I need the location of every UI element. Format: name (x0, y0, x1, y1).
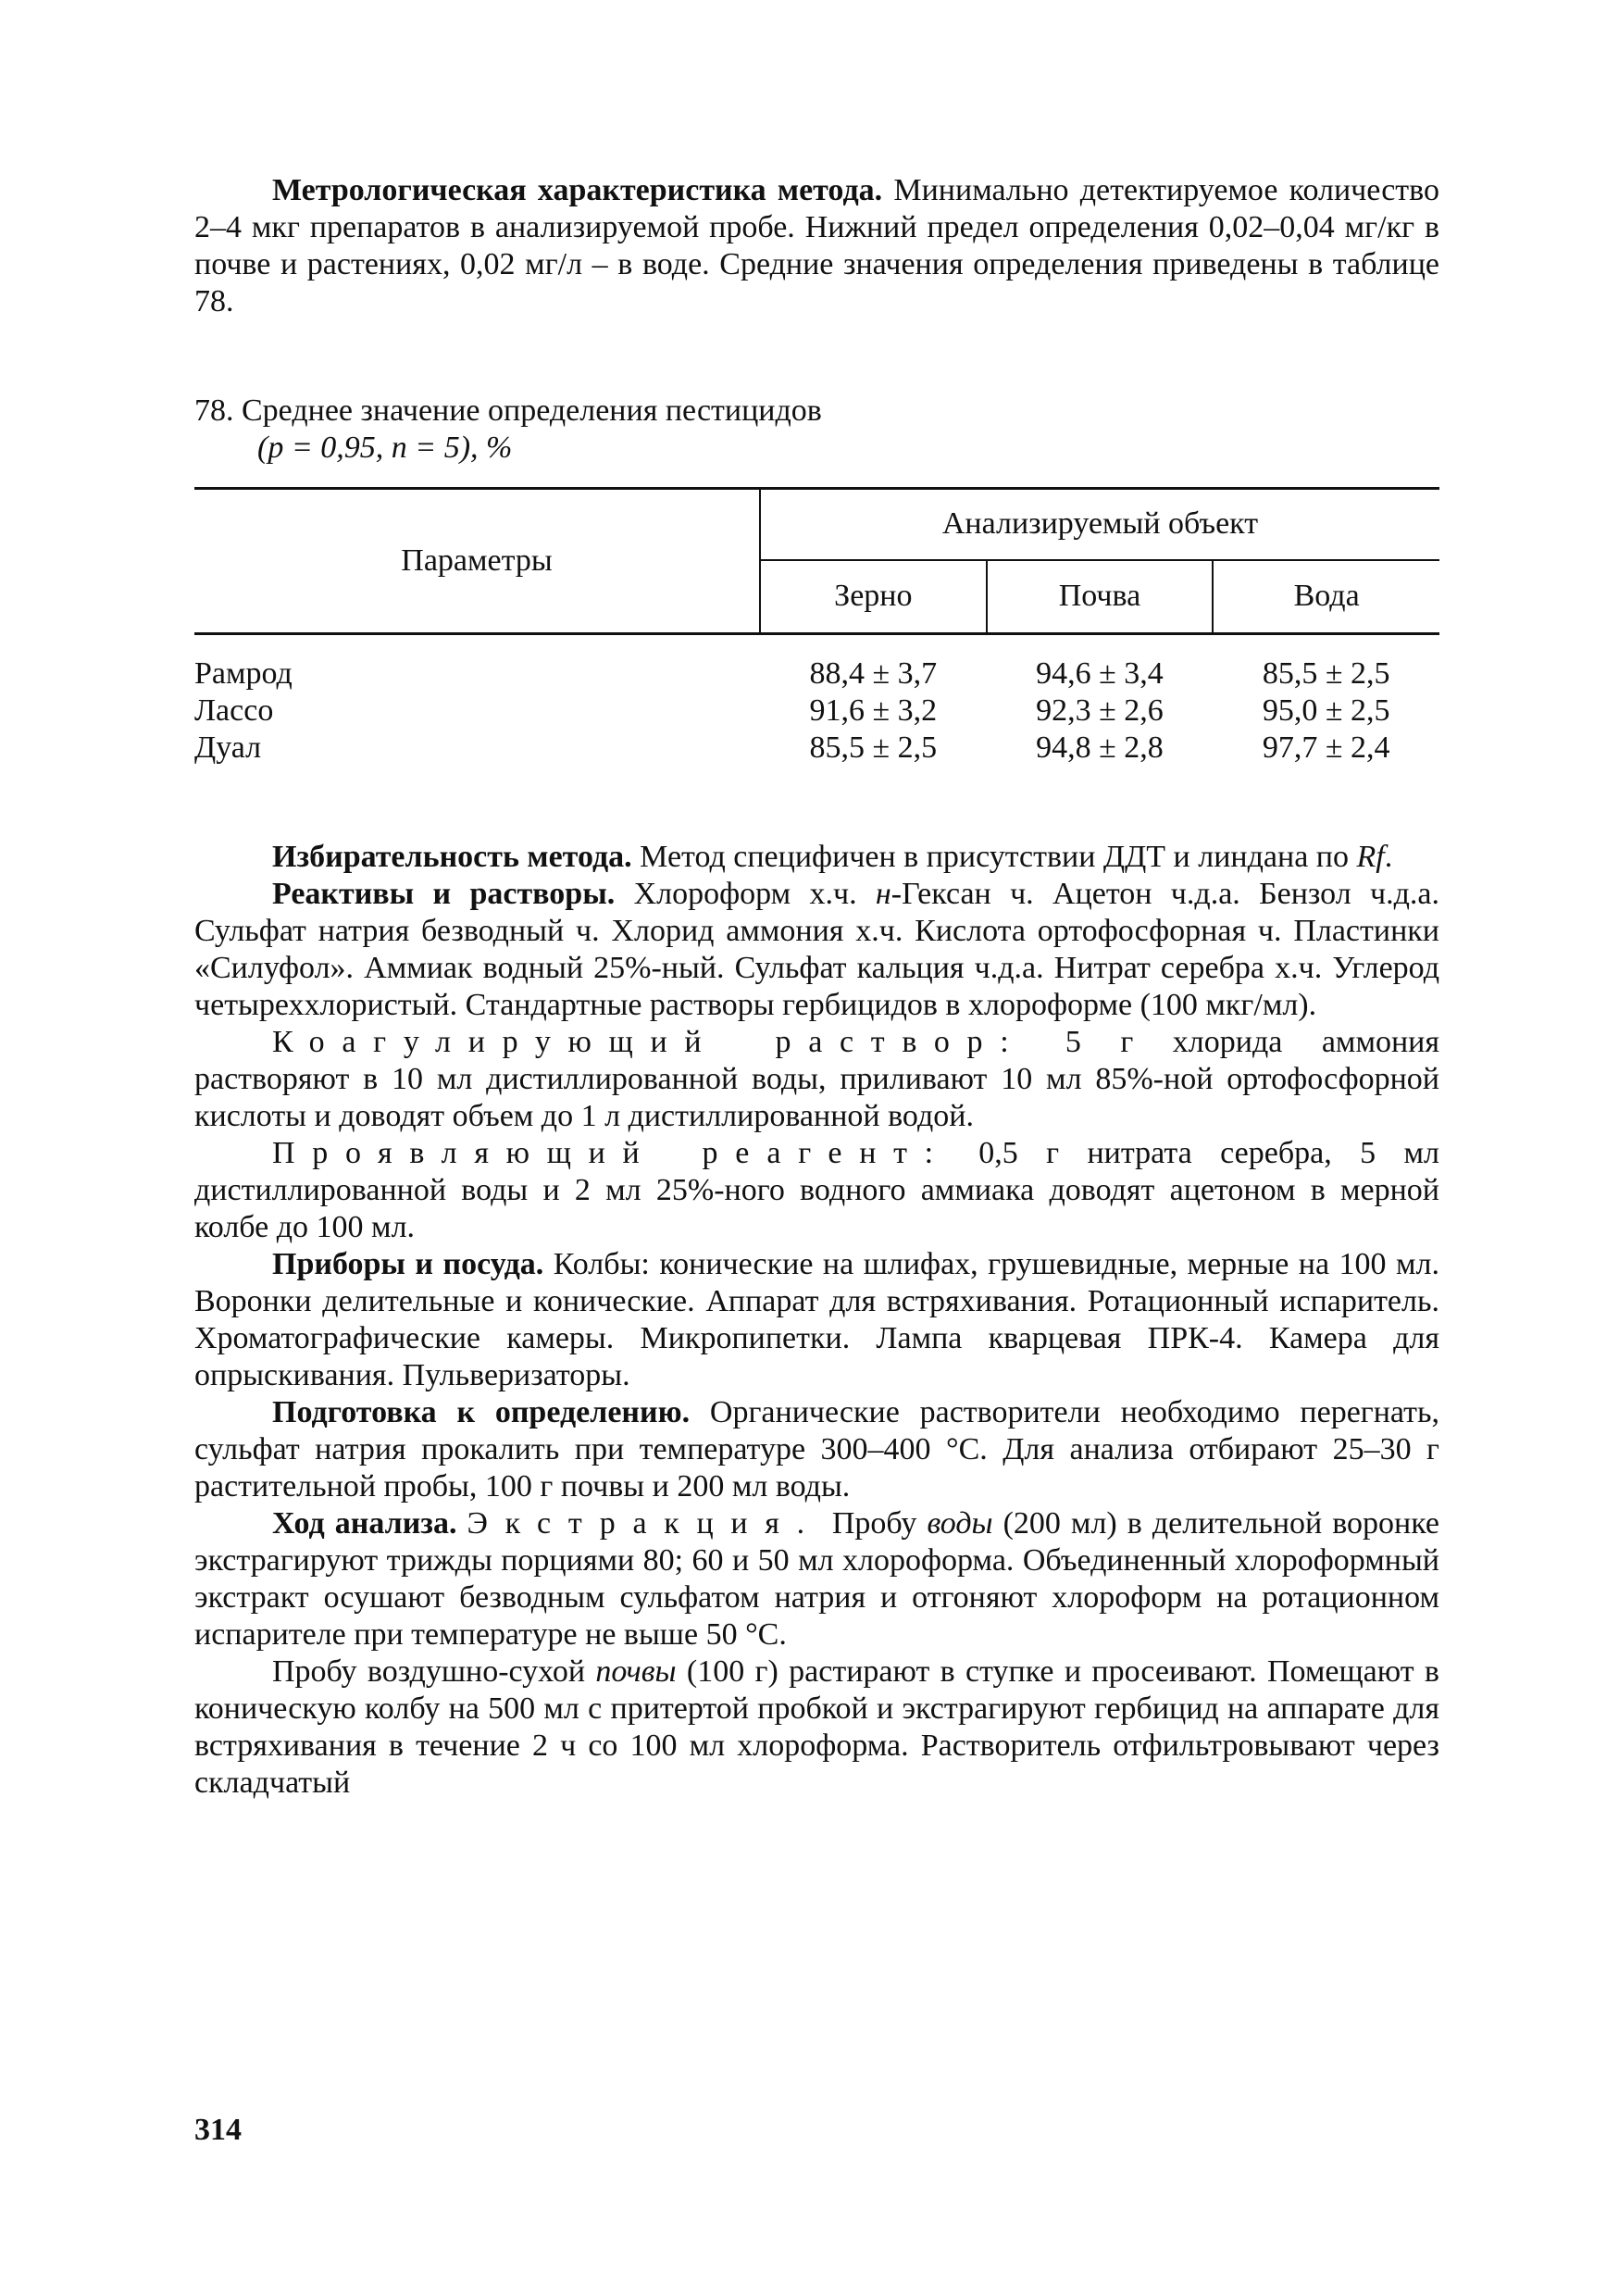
cell-value: 88,4 ± 3,7 (809, 656, 938, 691)
preparation-text: Органические растворители необходимо перегнать, сульфат натрия прокалить при температуре 300–400 °С. Для анализа отбирают 25–30 г растительной пробы, 100 г почвы и 200 мл воды. (194, 1395, 1439, 1504)
equipment-paragraph (194, 1246, 1439, 1394)
reagents-paragraph (194, 876, 1439, 1024)
equipment-text: Колбы: конические на шлифах, грушевидные, мерные на 100 мл. Воронки делительные и конические. Аппарат для встряхивания. Ротационный испаритель. Хроматографические камеры. Микропипетки. Лампа кварцевая ПРК-4. Камера для опрыскивания. Пульверизаторы. (194, 1247, 1439, 1392)
cell-value: 94,8 ± 2,8 (1036, 730, 1164, 765)
analysis-text-2: (200 мл) в делительной воронке экстрагируют трижды порциями 80; 60 и 50 мл хлороформа. Объединенный хлороформный экстракт осушают безводным сульфатом натрия и отгоняют хлороформ на ротационном испарителе при температуре не выше 50 °С. (194, 1506, 1440, 1652)
reagents-text-1: Хлороформ х.ч. (615, 877, 876, 911)
row-name: Дуал (194, 730, 262, 765)
row-name: Рамрод (194, 656, 293, 691)
pesticide-table (194, 487, 1439, 767)
table-row (194, 693, 1439, 730)
coagulating-lead: Коагулирующий раствор: (272, 1025, 1027, 1059)
rf-symbol: Rf (1356, 840, 1385, 874)
selectivity-paragraph (194, 839, 1439, 876)
cell-value: 92,3 ± 2,6 (1036, 693, 1164, 728)
developing-text: 0,5 г нитрата серебра, 5 мл дистиллированной воды и 2 мл 25%-ного водного аммиака доводят ацетоном в мерной колбе до 100 мл. (194, 1136, 1439, 1244)
cell-value: 85,5 ± 2,5 (1262, 656, 1390, 691)
soil-text-2: (100 г) растирают в ступке и просеивают. Помещают в коническую колбу на 500 мл с притертой пробкой и экстрагируют гербицид на аппарате для встряхивания в течение 2 ч со 100 мл хлороформа. Растворитель отфильтровывают через складчатый (194, 1654, 1439, 1800)
metrology-text: Минимально детектируемое количество 2–4 мкг препаратов в анализируемой пробе. Нижний предел определения 0,02–0,04 мг/кг в почве и растениях, 0,02 мг/л – в воде. Средние значения определения приведены в таблице 78. (194, 173, 1439, 318)
page-number: 314 (194, 2113, 242, 2147)
analysis-lead: Ход анализа. (272, 1506, 457, 1541)
table-caption (194, 393, 1439, 467)
object-group-header: Анализируемый объект (760, 489, 1439, 560)
table-condition: (p = 0,95, n = 5), % (257, 430, 513, 465)
selectivity-text: Метод специфичен в присутствии ДДТ и линдана по (631, 840, 1357, 874)
column-header-soil: Почва (987, 560, 1214, 634)
developing-lead: Проявляющий реагент: (272, 1136, 951, 1170)
reagents-lead: Реактивы и растворы. (272, 877, 616, 911)
page-content (194, 172, 1439, 1802)
column-header-grain: Зерно (760, 560, 987, 634)
param-header: Параметры (194, 489, 760, 634)
preparation-paragraph (194, 1394, 1439, 1505)
equipment-lead: Приборы и посуда. (272, 1247, 544, 1281)
soil-text-1: Пробу воздушно-сухой (272, 1654, 596, 1689)
table-title: 78. Среднее значение определения пестицидов (194, 393, 822, 428)
metrology-paragraph (194, 172, 1439, 320)
cell-value: 91,6 ± 3,2 (809, 693, 938, 728)
coagulating-text: 5 г хлорида аммония растворяют в 10 мл дистиллированной воды, приливают 10 мл 85%-ной ортофосфорной кислоты и доводят объем до 1 л дистиллированной водой. (194, 1025, 1439, 1133)
table-row (194, 730, 1439, 767)
row-name: Лассо (194, 693, 274, 728)
cell-value: 94,6 ± 3,4 (1036, 656, 1164, 691)
preparation-lead: Подготовка к определению. (272, 1395, 691, 1429)
soil-paragraph (194, 1653, 1439, 1802)
analysis-paragraph (194, 1505, 1439, 1653)
selectivity-lead: Избирательность метода. (272, 840, 632, 874)
reagents-text-2: -Гексан ч. Ацетон ч.д.а. Бензол ч.д.а. Сульфат натрия безводный ч. Хлорид аммония х.ч. Кислота ортофосфорная ч. Пластинки «Силуфол». Аммиак водный 25%-ный. Сульфат кальция ч.д.а. Нитрат серебра х.ч. Углерод четыреххлористый. Стандартные растворы гербицидов в хлороформе (100 мкг/мл). (194, 877, 1440, 1022)
soil-word: почвы (595, 1654, 677, 1689)
selectivity-end: . (1384, 840, 1393, 874)
developing-paragraph (194, 1135, 1439, 1246)
metrology-lead: Метрологическая характеристика метода. (272, 173, 883, 207)
cell-value: 97,7 ± 2,4 (1262, 730, 1390, 765)
coagulating-paragraph (194, 1024, 1439, 1135)
analysis-text-1: Пробу (821, 1506, 928, 1541)
cell-value: 95,0 ± 2,5 (1262, 693, 1390, 728)
hexane-prefix: н (875, 877, 891, 911)
table-row (194, 634, 1439, 693)
extraction-label: Экстракция. (467, 1506, 822, 1541)
water-word: воды (927, 1506, 993, 1541)
column-header-water: Вода (1213, 560, 1439, 634)
cell-value: 85,5 ± 2,5 (809, 730, 938, 765)
